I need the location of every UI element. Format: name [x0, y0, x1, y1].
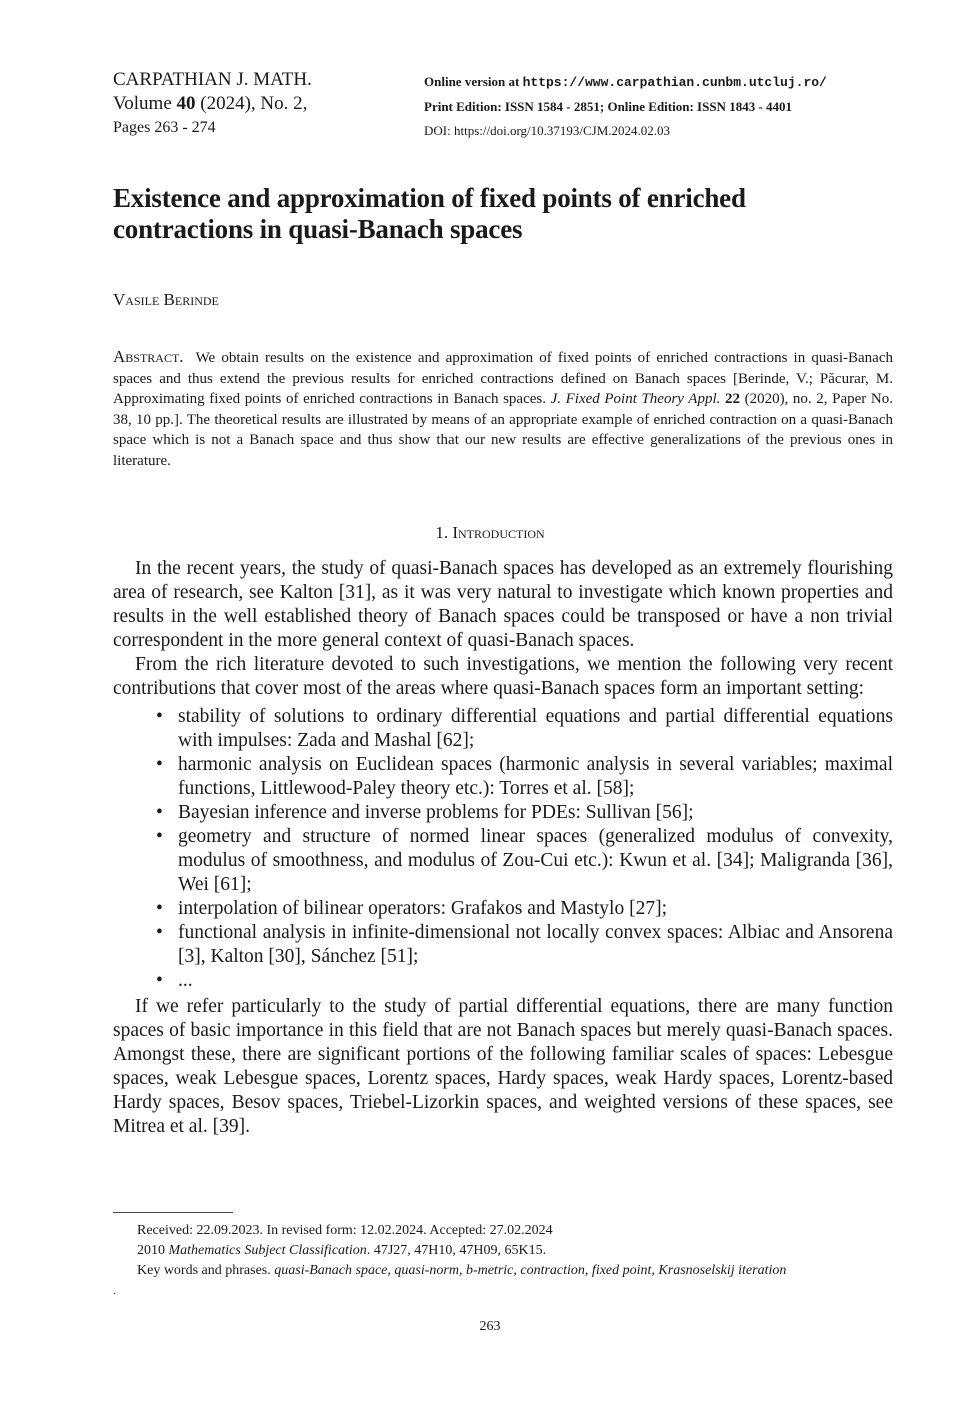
journal-pages: Pages 263 - 274: [113, 119, 216, 136]
abstract-volume: 22: [724, 391, 740, 407]
journal-name: CARPATHIAN J. MATH.: [113, 69, 312, 90]
footnote-msc: 2010 Mathematics Subject Classification. 47J27, 47H10, 47H09, 65K15.: [137, 1243, 547, 1258]
paper-title: Existence and approximation of fixed points of enriched contractions in quasi-Banach spaces: [113, 183, 746, 244]
footnotes: [137, 1221, 897, 1281]
page-number: 263: [479, 1319, 501, 1334]
bullet-list: [113, 705, 893, 993]
list-item: • functional analysis in infinite-dimensional not locally convex spaces: Albiac and Ansorena [3], Kalton [30], Sánchez [51];: [178, 921, 893, 969]
abstract-text-2: (2020), no. 2, Paper No. 38, 10 pp.]. The theoretical results are illustrated by means of an appropriate example of enriched contraction on a quasi-Banach space which is not a Banach space and thus show that our new results are effective generalizations of the previous ones in literature.: [113, 391, 893, 469]
section-title: Introduction: [452, 523, 545, 542]
abstract-journal: J. Fixed Point Theory Appl.: [550, 391, 721, 407]
list-item: • interpolation of bilinear operators: Grafakos and Mastylo [27];: [178, 897, 893, 921]
journal-info: [113, 68, 312, 140]
abstract-label: Abstract.: [113, 347, 184, 366]
author-name: Vasile Berinde: [113, 290, 219, 309]
stray-mark: .: [113, 1283, 116, 1297]
journal-volume: Volume 40 (2024), No. 2,: [113, 93, 308, 114]
abstract: [113, 347, 893, 471]
paragraph: In the recent years, the study of quasi-Banach spaces has developed as an extremely flourishing area of research, see Kalton [31], as it was very natural to investigate which known properties and results in the well established theory of Banach spaces could be transposed or have a non trivial correspondent in the more general context of quasi-Banach spaces.: [113, 558, 893, 651]
paragraph: From the rich literature devoted to such investigations, we mention the following very recent contributions that cover most of the areas where quasi-Banach spaces form an important setting:: [113, 654, 893, 699]
list-item: • harmonic analysis on Euclidean spaces (harmonic analysis in several variables; maximal functions, Littlewood-Paley theory etc.): Torres et al. [58];: [178, 753, 893, 801]
section-heading: 1. Introduction: [435, 523, 545, 542]
list-item: • ...: [178, 969, 893, 993]
footnote-keywords: Key words and phrases. quasi-Banach space, quasi-norm, b-metric, contraction, fixed point, Krasnoselskij iteration: [137, 1263, 787, 1278]
list-item: • geometry and structure of normed linear spaces (generalized modulus of convexity, modulus of smoothness, and modulus of Zou-Cui etc.): Kwun et al. [34]; Maligranda [36], Wei [61];: [178, 825, 893, 897]
doi-link[interactable]: DOI: https://doi.org/10.37193/CJM.2024.02.03: [424, 123, 671, 138]
body-text: [113, 557, 893, 1139]
online-url-link[interactable]: https://www.carpathian.cunbm.utcluj.ro/: [522, 75, 827, 90]
online-version: Online version at https://www.carpathian.cunbm.utcluj.ro/: [424, 74, 827, 90]
abstract-text-1: We obtain results on the existence and approximation of fixed points of enriched contractions in quasi-Banach spaces and thus extend the previous results for enriched contractions defined on Banach spaces [Berinde, V.; Păcurar, M. Approximating fixed points of enriched contractions in Banach spaces.: [113, 350, 893, 407]
footnote-divider: [113, 1212, 233, 1213]
paragraph: If we refer particularly to the study of partial differential equations, there are many function spaces of basic importance in this field that are not Banach spaces but merely quasi-Banach spaces. Amongst these, there are significant portions of the following familiar scales of spaces: Lebesgue spaces, weak Lebesgue spaces, Lorentz spaces, Hardy spaces, weak Hardy spaces, Lorentz-based Hardy spaces, Besov spaces, Triebel-Lizorkin spaces, and weighted versions of these spaces, see Mitrea et al. [39].: [113, 996, 893, 1137]
footnote-dates: Received: 22.09.2023. In revised form: 12.02.2024. Accepted: 27.02.2024: [137, 1223, 553, 1238]
publication-info: [424, 70, 827, 143]
list-item: • stability of solutions to ordinary differential equations and partial differential equations with impulses: Zada and Mashal [62];: [178, 705, 893, 753]
list-item: • Bayesian inference and inverse problems for PDEs: Sullivan [56];: [178, 801, 893, 825]
issn-line: Print Edition: ISSN 1584 - 2851; Online Edition: ISSN 1843 - 4401: [424, 99, 793, 114]
